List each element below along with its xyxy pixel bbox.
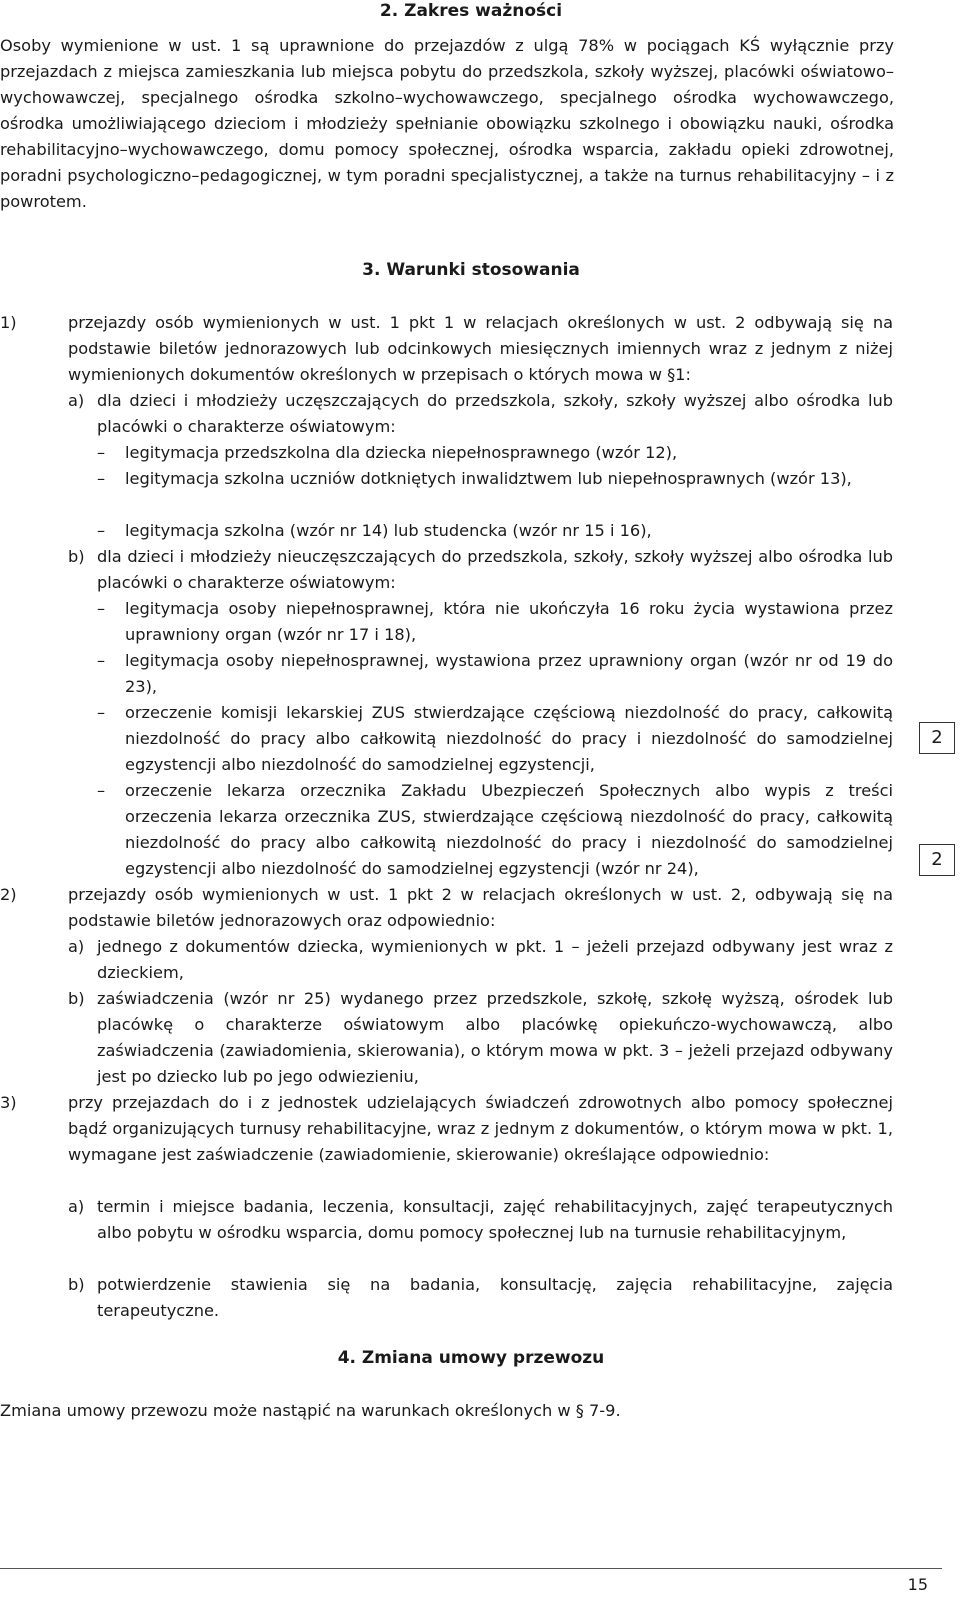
page-number: 15: [907, 1575, 928, 1594]
footer-divider: [0, 1568, 942, 1569]
margin-mark: 2: [919, 844, 955, 876]
item-2a-label: a): [68, 937, 85, 956]
item-1-number: 1): [0, 313, 17, 332]
item-3-number: 3): [0, 1093, 17, 1112]
section-3-heading: 3. Warunki stosowania: [362, 260, 580, 280]
item-1a-dash-3: legitymacja szkolna (wzór nr 14) lub studencka (wzór nr 15 i 16),: [125, 521, 652, 540]
section-4-body: Zmiana umowy przewozu może nastąpić na warunkach określonych w § 7-9.: [0, 1401, 621, 1420]
dash-marker: –: [97, 443, 106, 462]
item-1b-label: b): [68, 547, 85, 566]
item-1a-text: dla dzieci i młodzieży uczęszczających do przedszkola, szkoły, szkoły wyższej albo ośrodka lub placówki o charakterze oświatowym:: [97, 391, 893, 436]
dash-marker: –: [97, 469, 106, 488]
item-3b-text: potwierdzenie stawienia się na badania, konsultację, zajęcia rehabilitacyjne, zajęcia terapeutyczne.: [97, 1275, 893, 1320]
item-2b-text: zaświadczenia (wzór nr 25) wydanego przez przedszkole, szkołę, szkołę wyższą, ośrodek lub placówkę o charakterze oświatowym albo placówkę opiekuńczo-wychowawczą, albo zaświadczenia (zawiadomienia, skierowania), o którym mowa w pkt. 3 – jeżeli przejazd odbywany jest po dziecko lub po jego odwiezieniu,: [97, 989, 893, 1086]
item-2a-text: jednego z dokumentów dziecka, wymienionych w pkt. 1 – jeżeli przejazd odbywany jest wraz z dzieckiem,: [97, 937, 893, 982]
item-3a-text: termin i miejsce badania, leczenia, konsultacji, zajęć rehabilitacyjnych, zajęć terapeutycznych albo pobytu w ośrodku wsparcia, domu pomocy społecznej lub na turnusie rehabilitacyjnym,: [97, 1197, 893, 1242]
dash-marker: –: [97, 781, 106, 800]
dash-marker: –: [97, 599, 106, 618]
dash-marker: –: [97, 703, 106, 722]
section-2-heading: 2. Zakres ważności: [379, 1, 563, 21]
item-1b-text: dla dzieci i młodzieży nieuczęszczających do przedszkola, szkoły, szkoły wyższej albo ośrodka lub placówki o charakterze oświatowym:: [97, 547, 893, 592]
item-3a-label: a): [68, 1197, 85, 1216]
item-1a-label: a): [68, 391, 85, 410]
margin-mark: 2: [919, 722, 955, 754]
section-4-heading: 4. Zmiana umowy przewozu: [337, 1348, 605, 1368]
item-1b-dash-3: orzeczenie komisji lekarskiej ZUS stwierdzające częściową niezdolność do pracy, całkowitą niezdolność do pracy albo całkowitą niezdolność do pracy i niezdolność do samodzielnej egzystencji albo niezdolność do samodzielnej egzystencji,: [125, 703, 893, 774]
item-2-text: przejazdy osób wymienionych w ust. 1 pkt 2 w relacjach określonych w ust. 2, odbywają się na podstawie biletów jednorazowych oraz odpowiednio:: [68, 885, 893, 930]
item-1a-dash-1: legitymacja przedszkolna dla dziecka niepełnosprawnego (wzór 12),: [125, 443, 678, 462]
item-2b-label: b): [68, 989, 85, 1008]
item-3b-label: b): [68, 1275, 85, 1294]
item-1b-dash-2: legitymacja osoby niepełnosprawnej, wystawiona przez uprawniony organ (wzór nr od 19 do 23),: [125, 651, 893, 696]
item-2-number: 2): [0, 885, 17, 904]
item-1b-dash-4: orzeczenie lekarza orzecznika Zakładu Ubezpieczeń Społecznych albo wypis z treści orzeczenia lekarza orzecznika ZUS, stwierdzające częściową niezdolność do pracy, całkowitą niezdolność do pracy albo całkowitą niezdolność do pracy i niezdolność do samodzielnej egzystencji albo niezdolność do samodzielnej egzystencji (wzór nr 24),: [125, 781, 893, 878]
dash-marker: –: [97, 651, 106, 670]
item-1a-dash-2: legitymacja szkolna uczniów dotkniętych inwalidztwem lub niepełnosprawnych (wzór 13),: [125, 469, 852, 488]
dash-marker: –: [97, 521, 106, 540]
item-1b-dash-1: legitymacja osoby niepełnosprawnej, która nie ukończyła 16 roku życia wystawiona przez uprawniony organ (wzór nr 17 i 18),: [125, 599, 893, 644]
item-3-text: przy przejazdach do i z jednostek udzielających świadczeń zdrowotnych albo pomocy społecznej bądź organizujących turnusy rehabilitacyjne, wraz z jednym z dokumentów, o którym mowa w pkt. 1, wymagane jest zaświadczenie (zawiadomienie, skierowanie) określające odpowiednio:: [68, 1093, 893, 1164]
item-1-text: przejazdy osób wymienionych w ust. 1 pkt 1 w relacjach określonych w ust. 2 odbywają się na podstawie biletów jednorazowych lub odcinkowych miesięcznych imiennych wraz z jednym z niżej wymienionych dokumentów określonych w przepisach o których mowa w §1:: [68, 313, 893, 384]
section-2-body: Osoby wymienione w ust. 1 są uprawnione do przejazdów z ulgą 78% w pociągach KŚ wyłącznie przy przejazdach z miejsca zamieszkania lub miejsca pobytu do przedszkola, szkoły wyższej, placówki oświatowo–wychowawczej, specjalnego ośrodka szkolno–wychowawczego, specjalnego ośrodka wychowawczego, ośrodka umożliwiającego dzieciom i młodzieży spełnianie obowiązku szkolnego i obowiązku nauki, ośrodka rehabilitacyjno–wychowawczego, domu pomocy społecznej, ośrodka wsparcia, zakładu opieki zdrowotnej, poradni psychologiczno–pedagogicznej, w tym poradni specjalistycznej, a także na turnus rehabilitacyjny – i z powrotem.: [0, 36, 894, 211]
